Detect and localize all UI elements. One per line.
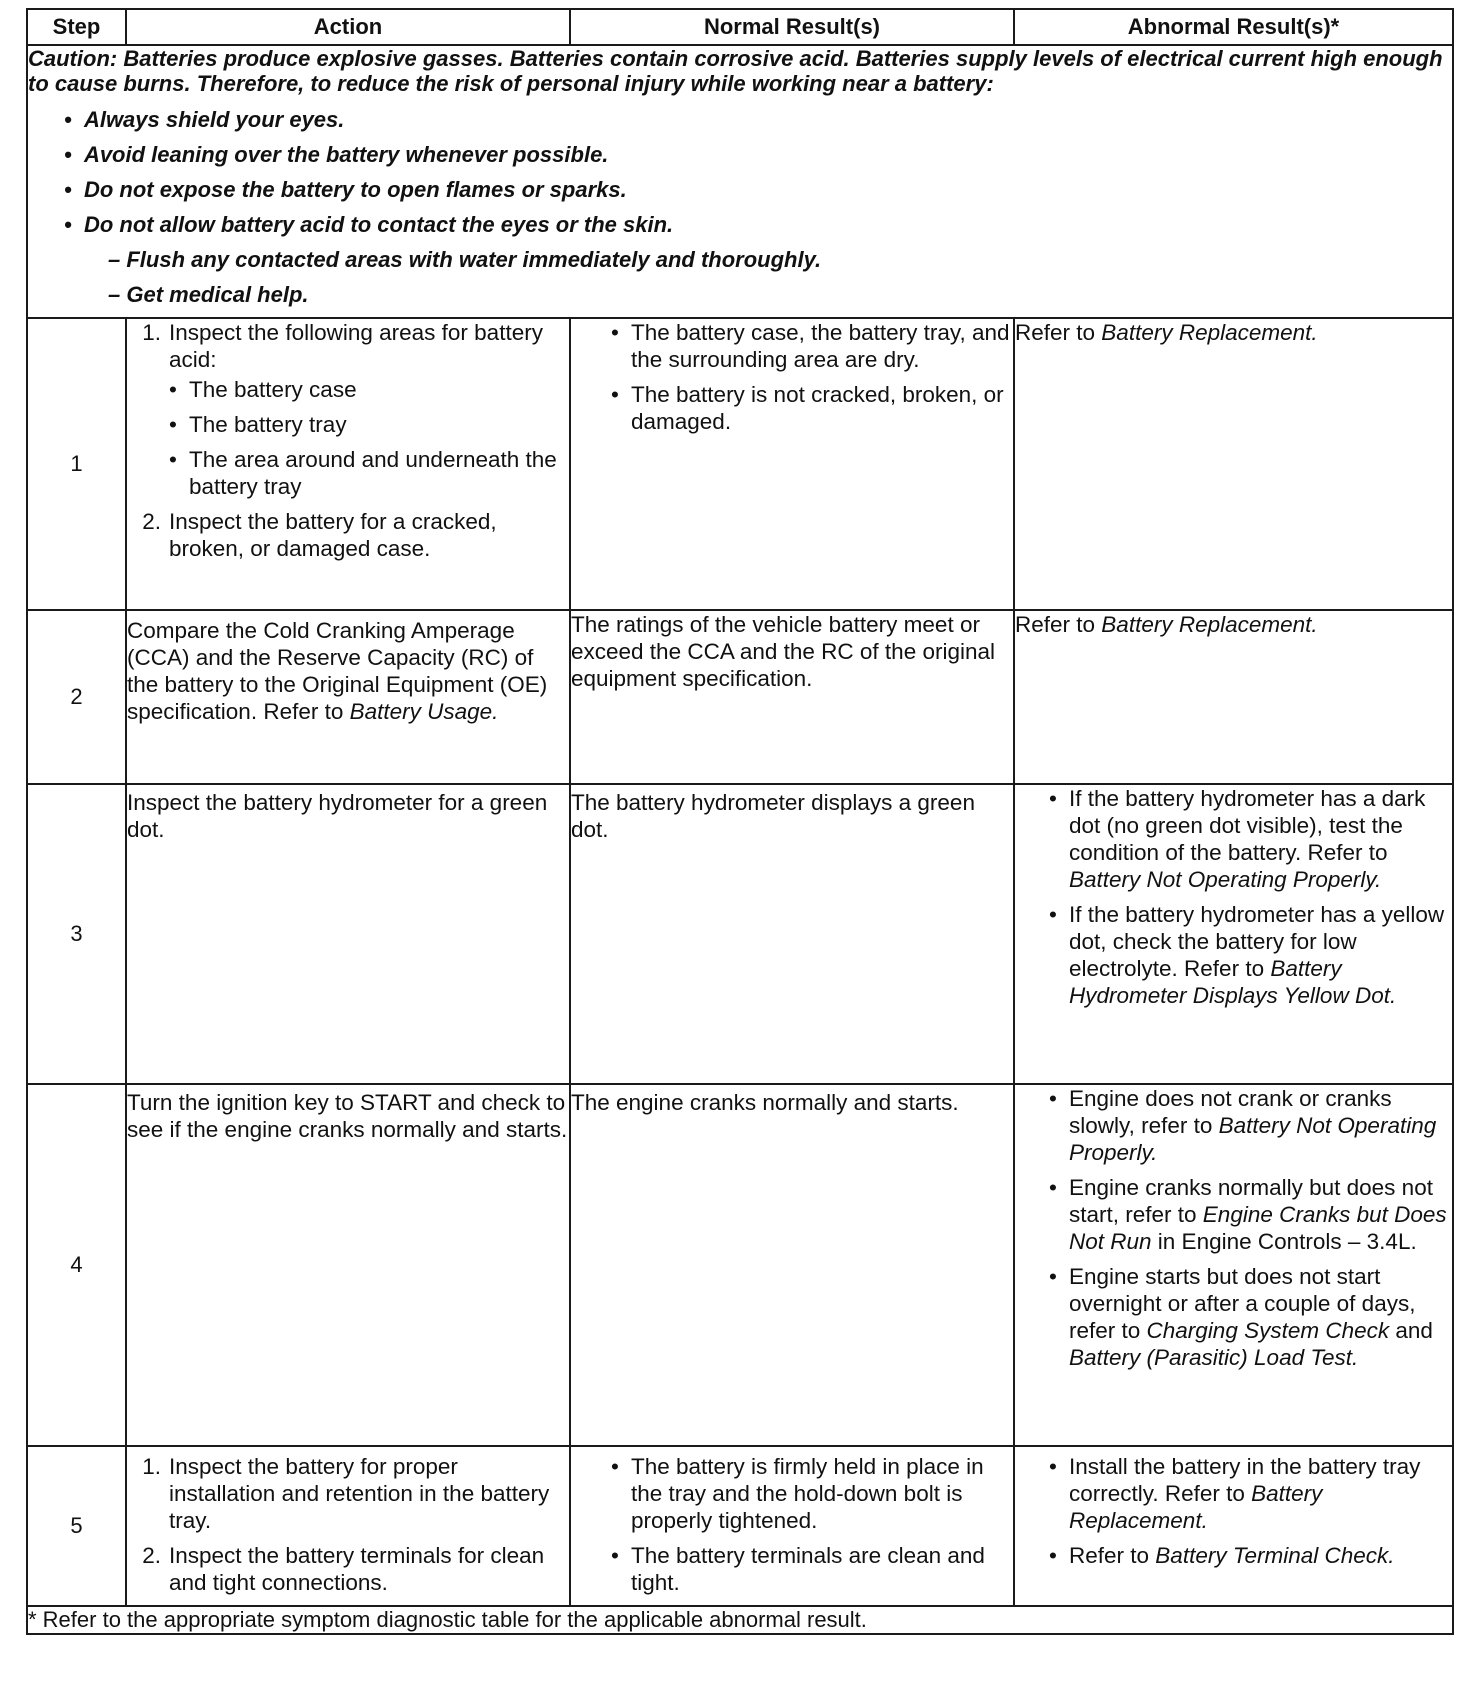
- bullet-icon: •: [1049, 1454, 1057, 1479]
- reference-text: Battery Replacement.: [1101, 612, 1318, 637]
- step-number: 2: [27, 610, 126, 784]
- caution-sub-bullet: – Flush any contacted areas with water immediately and thoroughly.: [108, 247, 822, 272]
- reference-text: Battery Hydrometer Displays Yellow Dot.: [1069, 956, 1397, 1008]
- header-abnormal: Abnormal Result(s)*: [1014, 9, 1453, 45]
- footnote-row: [27, 1606, 1453, 1634]
- header-normal: Normal Result(s): [570, 9, 1014, 45]
- normal-cell: • The battery case, the battery tray, and the surrounding area are dry. • The battery is not cracked, broken, or damaged.: [570, 318, 1014, 610]
- bullet-icon: •: [169, 412, 177, 437]
- abnormal-cell: • Engine does not crank or cranks slowly, refer to Battery Not Operating Properly. • Engine cranks normally but does not start, refer to Engine Cranks but Does Not Run in Engine Controls – 3.4L. • Engine starts but does not start overnight or after a couple of days, refer to Charging System Check and Battery (Parasitic) Load Test.: [1014, 1084, 1453, 1446]
- action-cell: 1. Inspect the following areas for battery acid: • The battery case • The battery tray • The area around and underneath the battery tray 2. Inspect the battery for a cracked, broken, or damaged case.: [126, 318, 570, 610]
- bullet-icon: •: [1049, 1543, 1057, 1568]
- reference-text: Battery Not Operating Properly.: [1069, 1113, 1437, 1165]
- abnormal-cell: Refer to Battery Replacement.: [1014, 318, 1453, 610]
- caution-sub-bullet: – Get medical help.: [108, 282, 309, 307]
- caution-intro: Caution: Batteries produce explosive gasses. Batteries contain corrosive acid. Batteries supply levels of electrical current high enough to cause burns. Therefore, to reduce the risk of personal injury while working near a battery:: [28, 46, 1443, 96]
- table-row: [27, 610, 1453, 784]
- bullet-icon: •: [64, 177, 72, 202]
- caution-bullet: • Avoid leaning over the battery whenever possible.: [64, 142, 609, 167]
- normal-cell: • The battery is firmly held in place in the tray and the hold-down bolt is properly tightened. • The battery terminals are clean and tight.: [570, 1446, 1014, 1606]
- table-row: [27, 318, 1453, 610]
- header-row: [27, 9, 1453, 45]
- header-step: Step: [27, 9, 126, 45]
- action-cell: 1. Inspect the battery for proper installation and retention in the battery tray. 2. Inspect the battery terminals for clean and tight connections.: [126, 1446, 570, 1606]
- bullet-icon: •: [64, 142, 72, 167]
- reference-text: Battery Not Operating Properly.: [1069, 867, 1382, 892]
- bullet-icon: •: [1049, 1175, 1057, 1200]
- reference-text: Battery Replacement.: [1069, 1481, 1323, 1533]
- bullet-icon: •: [1049, 1264, 1057, 1289]
- table-row: [27, 784, 1453, 1084]
- reference-text: Battery Usage.: [349, 699, 499, 724]
- reference-text: Charging System Check: [1146, 1318, 1390, 1343]
- bullet-icon: •: [169, 377, 177, 402]
- table-row: [27, 1084, 1453, 1446]
- reference-text: Battery Terminal Check.: [1155, 1543, 1395, 1568]
- caution-bullet: • Do not expose the battery to open flames or sparks.: [64, 177, 627, 202]
- action-cell: Turn the ignition key to START and check to see if the engine cranks normally and starts.: [126, 1084, 570, 1446]
- header-action: Action: [126, 9, 570, 45]
- action-cell: Compare the Cold Cranking Amperage (CCA) and the Reserve Capacity (RC) of the battery to the Original Equipment (OE) specification. Refer to Battery Usage.: [126, 610, 570, 784]
- footnote: * Refer to the appropriate symptom diagnostic table for the applicable abnormal result.: [27, 1606, 1453, 1634]
- normal-cell: The battery hydrometer displays a green dot.: [570, 784, 1014, 1084]
- caution-bullet: • Always shield your eyes.: [64, 107, 345, 132]
- bullet-icon: •: [611, 320, 619, 345]
- action-cell: Inspect the battery hydrometer for a green dot.: [126, 784, 570, 1084]
- step-number: 5: [27, 1446, 126, 1606]
- abnormal-cell: • If the battery hydrometer has a dark dot (no green dot visible), test the condition of the battery. Refer to Battery Not Operating Properly. • If the battery hydrometer has a yellow dot, check the battery for low electrolyte. Refer to Battery Hydrometer Displays Yellow Dot.: [1014, 784, 1453, 1084]
- abnormal-cell: Refer to Battery Replacement.: [1014, 610, 1453, 784]
- bullet-icon: •: [1049, 1086, 1057, 1111]
- bullet-icon: •: [611, 1543, 619, 1568]
- step-number: 3: [27, 784, 126, 1084]
- bullet-icon: •: [611, 1454, 619, 1479]
- step-number: 1: [27, 318, 126, 610]
- step-number: 4: [27, 1084, 126, 1446]
- bullet-icon: •: [1049, 786, 1057, 811]
- abnormal-cell: • Install the battery in the battery tray correctly. Refer to Battery Replacement. • Refer to Battery Terminal Check.: [1014, 1446, 1453, 1606]
- bullet-icon: •: [64, 212, 72, 237]
- caution-row: [27, 45, 1453, 318]
- bullet-icon: •: [1049, 902, 1057, 927]
- diagnostic-table: [26, 8, 1454, 1635]
- bullet-icon: •: [64, 107, 72, 132]
- reference-text: Battery (Parasitic) Load Test.: [1069, 1345, 1359, 1370]
- reference-text: Battery Replacement.: [1101, 320, 1318, 345]
- caution-block: [27, 45, 1453, 318]
- reference-text: Engine Cranks but Does Not Run: [1069, 1202, 1447, 1254]
- normal-cell: The ratings of the vehicle battery meet or exceed the CCA and the RC of the original equipment specification.: [570, 610, 1014, 784]
- table-row: [27, 1446, 1453, 1606]
- caution-bullet: • Do not allow battery acid to contact the eyes or the skin.: [64, 212, 674, 237]
- normal-cell: The engine cranks normally and starts.: [570, 1084, 1014, 1446]
- bullet-icon: •: [169, 447, 177, 472]
- bullet-icon: •: [611, 382, 619, 407]
